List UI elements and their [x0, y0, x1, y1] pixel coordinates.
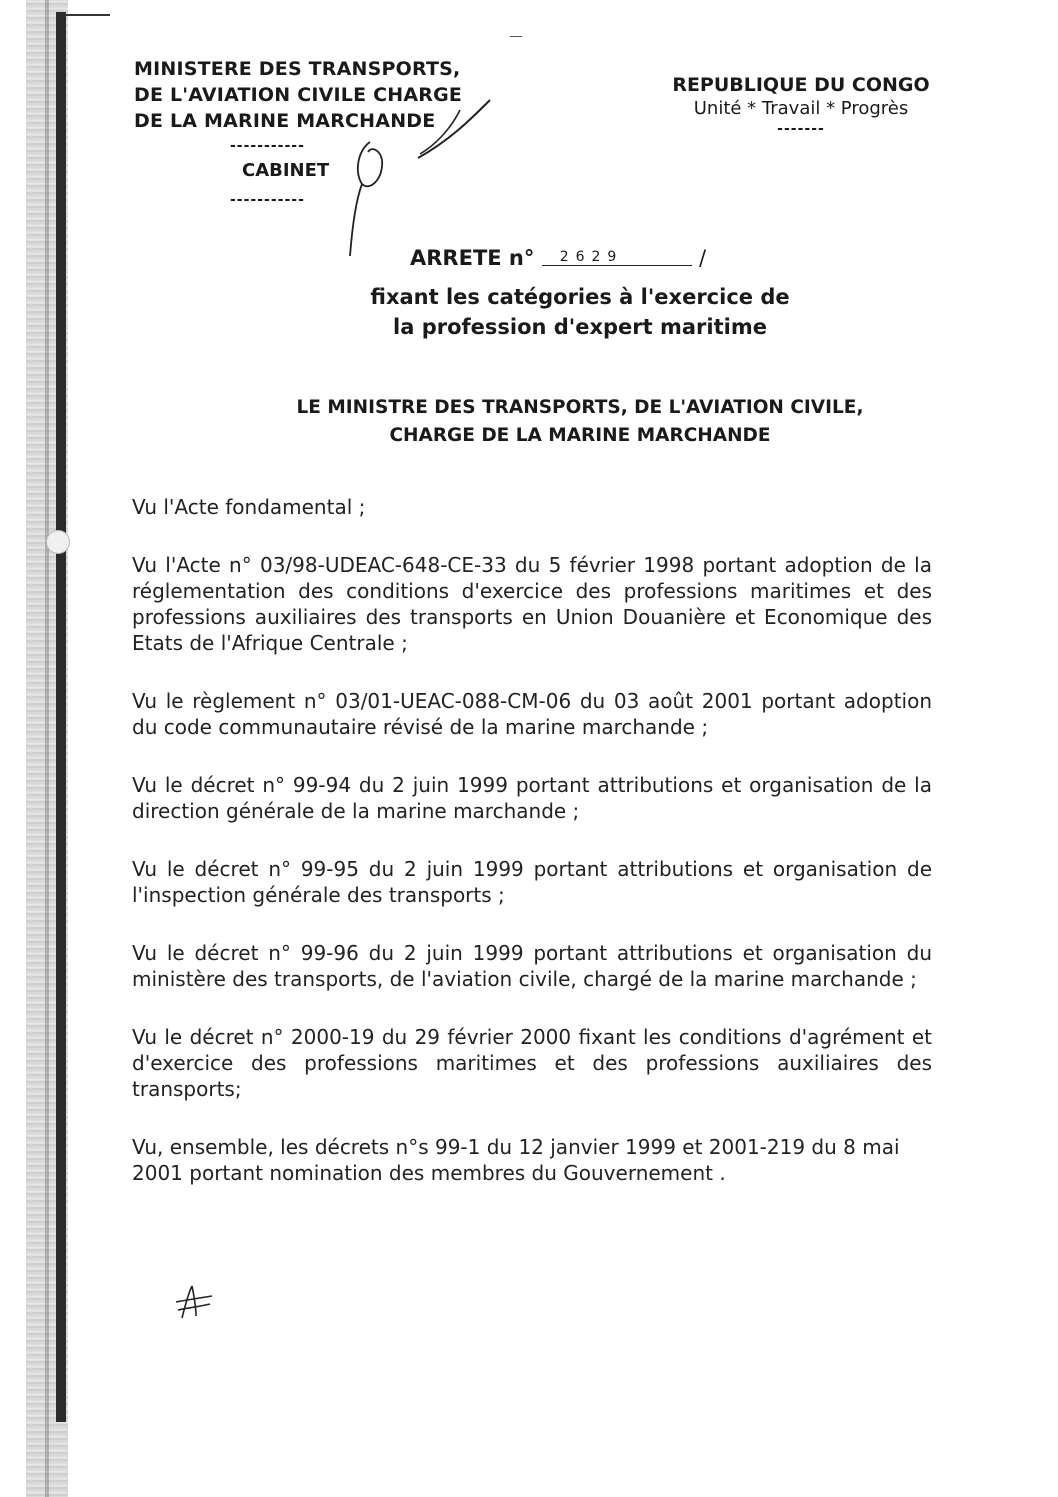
- scan-edge-line: [45, 0, 49, 1497]
- decree-label: ARRETE n°: [410, 246, 535, 270]
- paragraph-decret-99-94: Vu le décret n° 99-94 du 2 juin 1999 portant attributions et organisation de la direction générale de la marine marchande ;: [132, 773, 932, 823]
- scan-binding-bar: [56, 12, 66, 1422]
- scan-top-mark: [66, 14, 110, 16]
- minister-line-1: LE MINISTRE DES TRANSPORTS, DE L'AVIATION CIVILE,: [296, 397, 864, 418]
- header-separator-top: -----------: [230, 138, 305, 154]
- ministry-line-3: DE LA MARINE MARCHANDE: [134, 110, 436, 132]
- decree-subject-line-1: fixant les catégories à l'exercice de: [370, 285, 790, 309]
- ministry-line-2: DE L'AVIATION CIVILE CHARGE: [134, 84, 463, 106]
- republic-motto: Unité * Travail * Progrès: [693, 98, 909, 119]
- republic-title: REPUBLIQUE DU CONGO: [672, 74, 930, 96]
- decree-subject-line-2: la profession d'expert maritime: [393, 315, 767, 339]
- ministry-line-1: MINISTERE DES TRANSPORTS,: [134, 58, 461, 80]
- republic-separator: -------: [777, 121, 825, 137]
- handwritten-initials: [300, 80, 500, 270]
- paragraph-reglement: Vu le règlement n° 03/01-UEAC-088-CM-06 du 03 août 2001 portant adoption du code communautaire révisé de la marine marchande ;: [132, 689, 932, 739]
- paragraph-decrets-nomination: Vu, ensemble, les décrets n°s 99-1 du 12 janvier 1999 et 2001-219 du 8 mai 2001 portant nomination des membres du Gouvernement .: [132, 1135, 900, 1185]
- minister-line-2: CHARGE DE LA MARINE MARCHANDE: [389, 425, 771, 446]
- document-body: [132, 494, 932, 1218]
- paragraph-decret-99-95: Vu le décret n° 99-95 du 2 juin 1999 portant attributions et organisation de l'inspection générale des transports ;: [132, 857, 932, 907]
- minister-title: [240, 394, 920, 450]
- paragraph-acte-udeac: Vu l'Acte n° 03/98-UDEAC-648-CE-33 du 5 février 1998 portant adoption de la réglementation des conditions d'exercice des professions maritimes et des professions auxiliaires des transports en Union Douanière et Economique des Etats de l'Afrique Centrale ;: [132, 553, 932, 655]
- cabinet-label: CABINET: [242, 160, 330, 181]
- paragraph-acte-fondamental: Vu l'Acte fondamental ;: [132, 495, 366, 519]
- handwritten-paraph: [172, 1282, 216, 1322]
- paragraph-decret-99-96: Vu le décret n° 99-96 du 2 juin 1999 portant attributions et organisation du ministère des transports, de l'aviation civile, chargé de la marine marchande ;: [132, 941, 932, 991]
- decree-number: 2629: [542, 249, 692, 266]
- decree-subject: [340, 282, 820, 342]
- paragraph-decret-2000-19: Vu le décret n° 2000-19 du 29 février 2000 fixant les conditions d'agrément et d'exercice des professions maritimes et des professions auxiliaires des transports;: [132, 1025, 932, 1101]
- republic-header: [656, 74, 946, 137]
- header-separator-bottom: -----------: [230, 192, 305, 208]
- decree-suffix: /: [699, 246, 707, 270]
- scan-dash-mark: [510, 36, 522, 37]
- punch-hole: [46, 530, 70, 554]
- decree-heading: [410, 246, 706, 270]
